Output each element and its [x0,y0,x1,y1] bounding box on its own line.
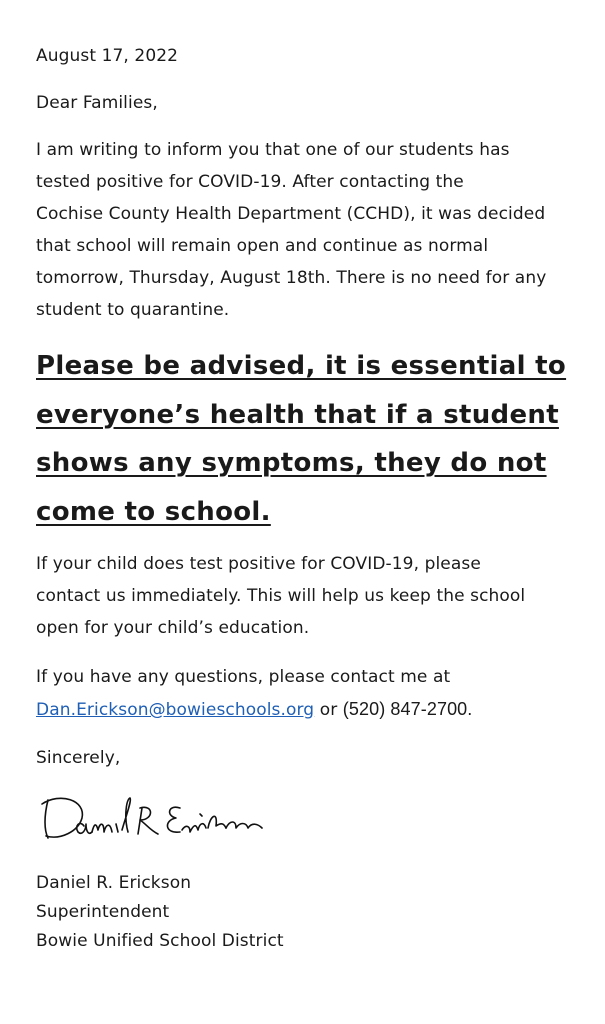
letter-date: August 17, 2022 [36,46,179,66]
signer-title: Superintendent [36,902,170,922]
contact-line [36,693,472,726]
paragraph-line: contact us immediately. This will help us keep the school [36,586,526,606]
paragraph-line: Cochise County Health Department (CCHD), it was decided [36,204,546,224]
paragraph-line: I am writing to inform you that one of our students has [36,140,510,160]
phone-number: (520) 847-2700. [342,699,473,719]
contact-connector: or [314,700,343,720]
paragraph-positive-test [36,548,525,644]
emphasis-warning [36,342,566,536]
signer-block [36,869,284,956]
paragraph-line: that school will remain open and continue as normal [36,236,489,256]
closing: Sincerely, [36,748,121,768]
emphasis-line: Please be advised, it is essential to [36,351,567,381]
paragraph-notice [36,134,546,326]
paragraph-line: tested positive for COVID-19. After contacting the [36,172,464,192]
emphasis-line: everyone’s health that if a student [36,399,559,430]
signer-name: Daniel R. Erickson [36,873,192,893]
handwritten-signature [40,786,270,852]
paragraph-line: If your child does test positive for COVID-19, please [36,554,481,574]
greeting: Dear Families, [36,93,158,113]
paragraph-line: open for your child’s education. [36,618,310,638]
paragraph-contact [36,661,472,726]
emphasis-line: shows any symptoms, they do not [36,448,547,478]
signer-organization: Bowie Unified School District [36,931,284,951]
email-link[interactable]: Dan.Erickson@bowieschools.org [36,700,315,720]
emphasis-line: come to school. [36,496,271,527]
paragraph-line: If you have any questions, please contact me at [36,667,451,687]
paragraph-line: tomorrow, Thursday, August 18th. There is no need for any [36,268,547,288]
paragraph-line: student to quarantine. [36,300,230,320]
